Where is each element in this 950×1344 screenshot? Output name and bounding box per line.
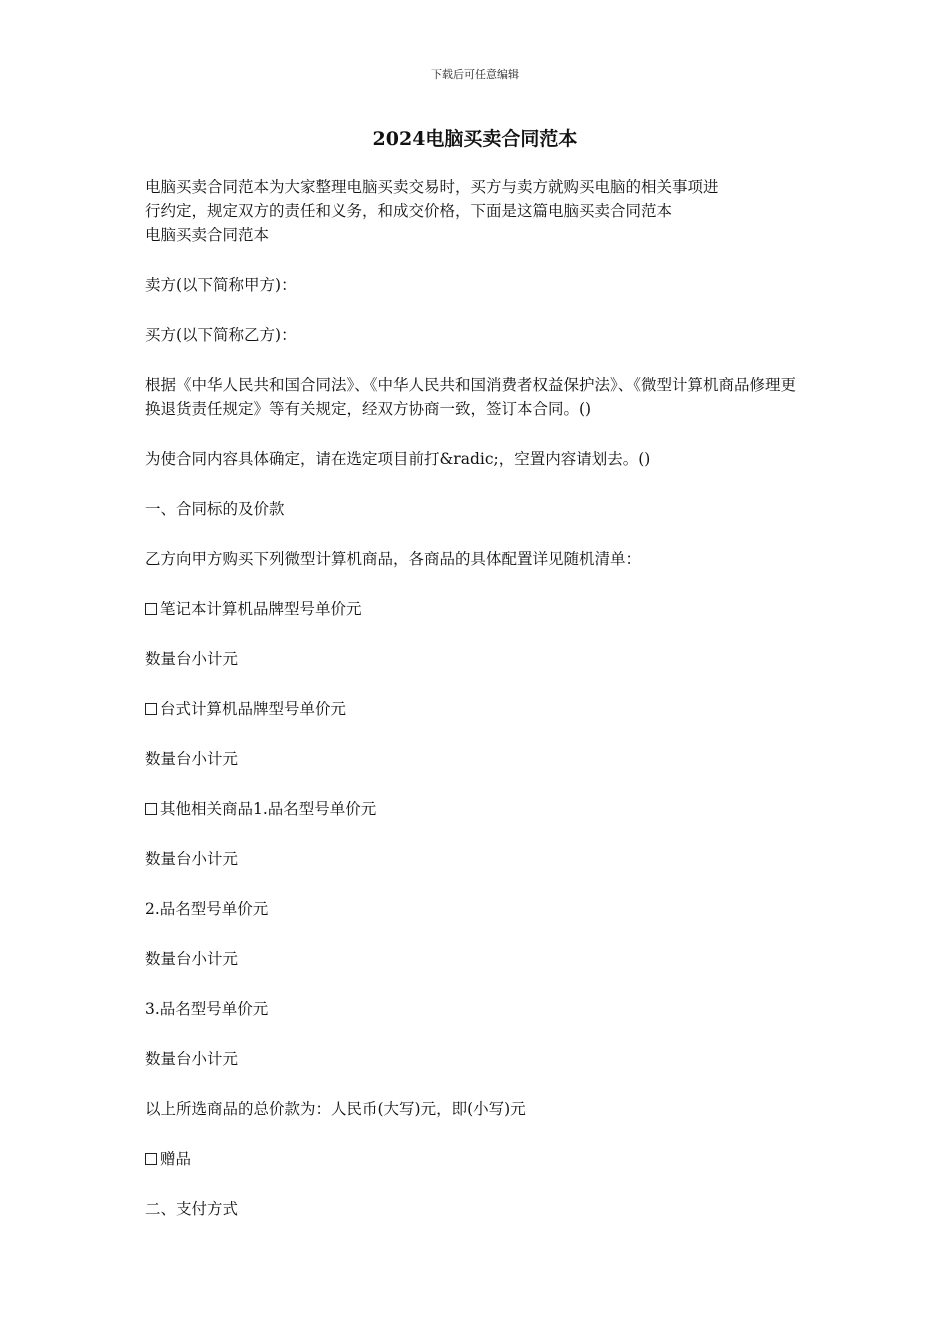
desktop-quantity: 数量台小计元: [145, 750, 239, 768]
purchase-paragraph: 乙方向甲方购买下列微型计算机商品，各商品的具体配置详见随机清单：: [145, 550, 642, 568]
total-price-line: 以上所选商品的总价款为：人民币(大写)元，即(小写)元: [145, 1100, 526, 1118]
intro-line: 电脑买卖合同范本: [145, 226, 270, 244]
checkbox: [145, 803, 157, 815]
intro-line: 行约定，规定双方的责任和义务，和成交价格，下面是这篇电脑买卖合同范本: [145, 202, 673, 220]
intro-line: 电脑买卖合同范本为大家整理电脑买卖交易时，买方与卖方就购买电脑的相关事项进: [145, 178, 719, 196]
checkbox: [145, 703, 157, 715]
checkbox: [145, 603, 157, 615]
instruction-paragraph: 为使合同内容具体确定，请在选定项目前打&radic;，空置内容请划去。(): [145, 450, 651, 468]
other-item: [145, 797, 805, 821]
gift-item: [145, 1147, 805, 1171]
item-3: 3.品名型号单价元: [145, 1000, 269, 1018]
other-item-label: 其他相关商品1.品名型号单价元: [160, 800, 377, 818]
section-heading-1: 一、合同标的及价款: [145, 500, 285, 518]
desktop-item: [145, 697, 805, 721]
header-note: 下载后可任意编辑: [431, 68, 519, 81]
item-2-quantity: 数量台小计元: [145, 950, 239, 968]
desktop-item-label: 台式计算机品牌型号单价元: [160, 700, 347, 718]
buyer-line: 买方(以下简称乙方)：: [145, 326, 297, 344]
other-quantity: 数量台小计元: [145, 850, 239, 868]
checkbox: [145, 1153, 157, 1165]
laptop-item-label: 笔记本计算机品牌型号单价元: [160, 600, 362, 618]
seller-line: 卖方(以下简称甲方)：: [145, 276, 297, 294]
document-title: 2024电脑买卖合同范本: [372, 128, 578, 150]
gift-item-label: 赠品: [160, 1150, 192, 1168]
item-3-quantity: 数量台小计元: [145, 1050, 239, 1068]
intro-paragraph: [145, 175, 805, 247]
document-body: [145, 175, 805, 1247]
laptop-quantity: 数量台小计元: [145, 650, 239, 668]
section-heading-2: 二、支付方式: [145, 1200, 239, 1218]
legal-basis-paragraph: 根据《中华人民共和国合同法》、《中华人民共和国消费者权益保护法》、《微型计算机商品修理更换退货责任规定》等有关规定，经双方协商一致，签订本合同。(): [145, 376, 797, 418]
item-2: 2.品名型号单价元: [145, 900, 269, 918]
laptop-item: [145, 597, 805, 621]
